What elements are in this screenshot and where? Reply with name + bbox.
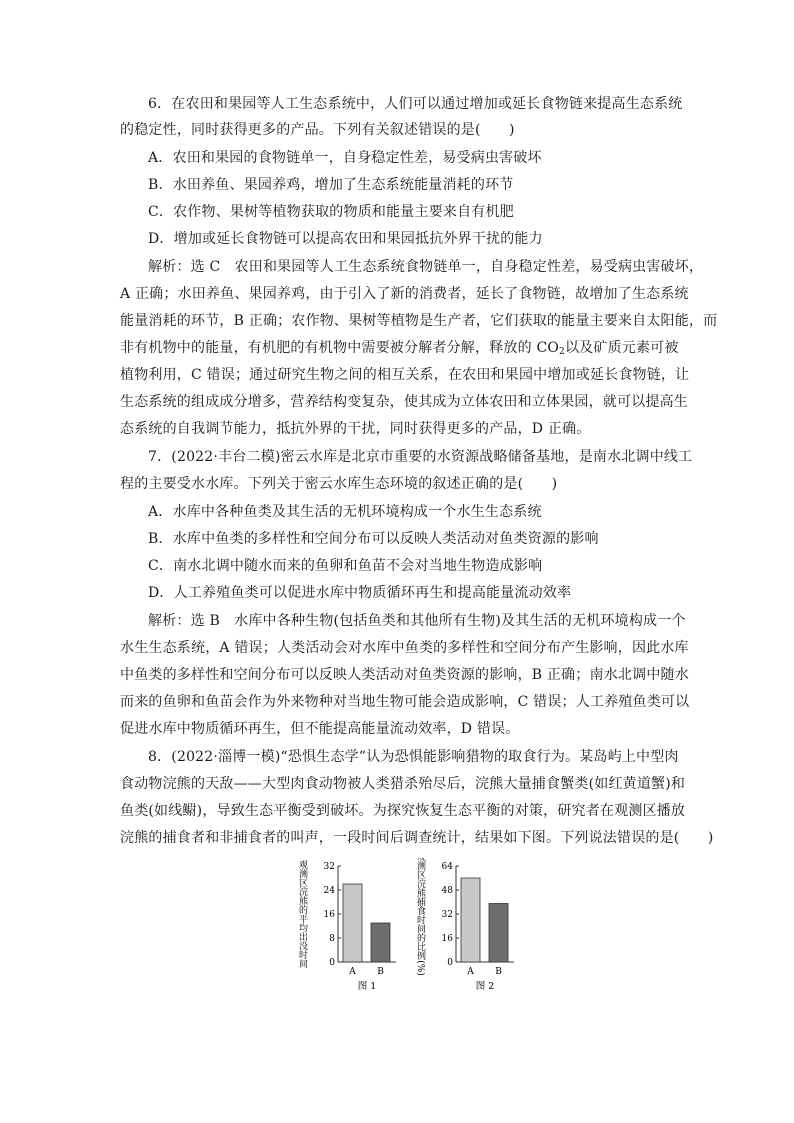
q7-option-d: D．人工养殖鱼类可以促进水库中物质循环再生和提高能量流动效率	[148, 585, 572, 601]
q6-answer-line1: 解析：选 C 农田和果园等人工生态系统食物链单一，自身稳定性差，易受病虫害破坏，	[148, 259, 704, 275]
figure-caption: 图 1	[357, 981, 377, 992]
bar-b	[371, 923, 390, 962]
y-axis-label: 观测区浣熊捕食时间的比例(%)	[415, 858, 425, 976]
x-tick-label: B	[377, 967, 384, 977]
y-tick-label: 32	[441, 910, 453, 920]
y-tick-label: 16	[441, 934, 453, 944]
y-tick-label: 64	[441, 862, 453, 872]
q6-answer-line5: 植物利用，C 错误；通过研究生物之间的相互关系，在农田和果园中增加或延长食物链，让	[120, 367, 690, 383]
figure-1	[290, 858, 410, 1000]
q7-answer-line5: 促进水库中物质循环再生，但不能提高能量流动效率，D 错误。	[120, 721, 520, 737]
y-tick-label: 8	[329, 934, 335, 944]
q8-stem-line4: 浣熊的捕食者和非捕食者的叫声，一段时间后调查统计，结果如下图。下列说法错误的是( )	[120, 830, 714, 846]
q7-answer-line4: 而来的鱼卵和鱼苗会作为外来物种对当地生物可能会造成影响，C 错误；人工养殖鱼类可以	[120, 694, 690, 710]
q6-answer-line4	[120, 335, 680, 361]
q7-stem-line1: 7．(2022·丰台二模)密云水库是北京市重要的水资源战略储备基地，是南水北调中线工	[148, 449, 693, 465]
q6-answer-line6: 生态系统的组成成分增多，营养结构变复杂，使其成为立体农田和立体果园，就可以提高生	[120, 394, 688, 410]
q6-option-b: B．水田养鱼、果园养鸡，增加了生态系统能量消耗的环节	[148, 177, 514, 193]
x-tick-label: A	[349, 967, 356, 977]
y-tick-label: 0	[329, 958, 335, 968]
y-tick-label: 24	[323, 886, 335, 896]
chart-figure-2	[408, 858, 528, 996]
q6-answer-line2: A 正确；水田养鱼、果园养鸡，由于引入了新的消费者，延长了食物链，故增加了生态系统	[120, 286, 689, 302]
q7-option-a: A．水库中各种鱼类及其生活的无机环境构成一个水生生态系统	[148, 504, 542, 520]
q6-answer-line7: 态系统的自我调节能力，抵抗外界的干扰，同时获得更多的产品，D 正确。	[120, 421, 591, 437]
figure-caption: 图 2	[475, 981, 495, 992]
bar-a	[343, 884, 362, 962]
q7-answer-line3: 中鱼类的多样性和空间分布可以反映人类活动对鱼类资源的影响，B 正确；南水北调中随水	[120, 667, 689, 683]
figure-2	[408, 858, 528, 1000]
q6-stem-line2: 的稳定性，同时获得更多的产品。下列有关叙述错误的是( )	[120, 122, 515, 138]
x-tick-label: B	[495, 967, 502, 977]
q6-answer-line4-b: 以及矿质元素可被	[564, 340, 679, 356]
y-tick-label: 16	[323, 910, 335, 920]
co2-subscript: 2	[559, 347, 565, 357]
y-tick-label: 0	[447, 958, 453, 968]
q6-option-d: D．增加或延长食物链可以提高农田和果园抵抗外界干扰的能力	[148, 231, 543, 247]
x-tick-label: A	[467, 967, 474, 977]
q7-answer-line1: 解析：选 B 水库中各种生物(包括鱼类和其他所有生物)及其生活的无机环境构成一个	[148, 613, 686, 629]
q6-answer-line4-a: 非有机物中的能量，有机肥的有机物中需要被分解者分解，释放的 CO	[120, 340, 560, 356]
q6-option-a: A．农田和果园的食物链单一，自身稳定性差，易受病虫害破坏	[148, 150, 542, 166]
q8-stem-line1: 8．(2022·淄博一模)“恐惧生态学”认为恐惧能影响猎物的取食行为。某岛屿上中型肉	[148, 749, 679, 765]
q6-option-c: C．农作物、果树等植物获取的物质和能量主要来自有机肥	[148, 204, 514, 220]
q8-stem-line2: 食动物浣熊的天敌——大型肉食动物被人类猎杀殆尽后，浣熊大量捕食蟹类(如红黄道蟹)和	[120, 776, 686, 792]
q6-answer-line3: 能量消耗的环节，B 正确；农作物、果树等植物是生产者，它们获取的能量主要来自太阳能，而	[120, 313, 718, 329]
y-tick-label: 48	[441, 886, 453, 896]
q8-stem-line3: 鱼类(如线鳚)，导致生态平衡受到破坏。为探究恢复生态平衡的对策，研究者在观测区播放	[120, 803, 686, 819]
bar-b	[489, 904, 508, 963]
q7-option-b: B．水库中鱼类的多样性和空间分布可以反映人类活动对鱼类资源的影响	[148, 531, 599, 547]
bar-a	[461, 878, 480, 962]
y-axis-label: 观测区浣熊的平均出没时间	[297, 860, 307, 968]
q7-option-c: C．南水北调中随水而来的鱼卵和鱼苗不会对当地生物造成影响	[148, 558, 543, 574]
y-tick-label: 32	[323, 862, 335, 872]
chart-figure-1	[290, 858, 410, 996]
q7-answer-line2: 水生生态系统，A 错误；人类活动会对水库中鱼类的多样性和空间分布产生影响，因此水库	[120, 640, 689, 656]
q7-stem-line2: 程的主要受水水库。下列关于密云水库生态环境的叙述正确的是( )	[120, 476, 558, 492]
q6-stem-line1: 6．在农田和果园等人工生态系统中，人们可以通过增加或延长食物链来提高生态系统	[148, 96, 683, 112]
